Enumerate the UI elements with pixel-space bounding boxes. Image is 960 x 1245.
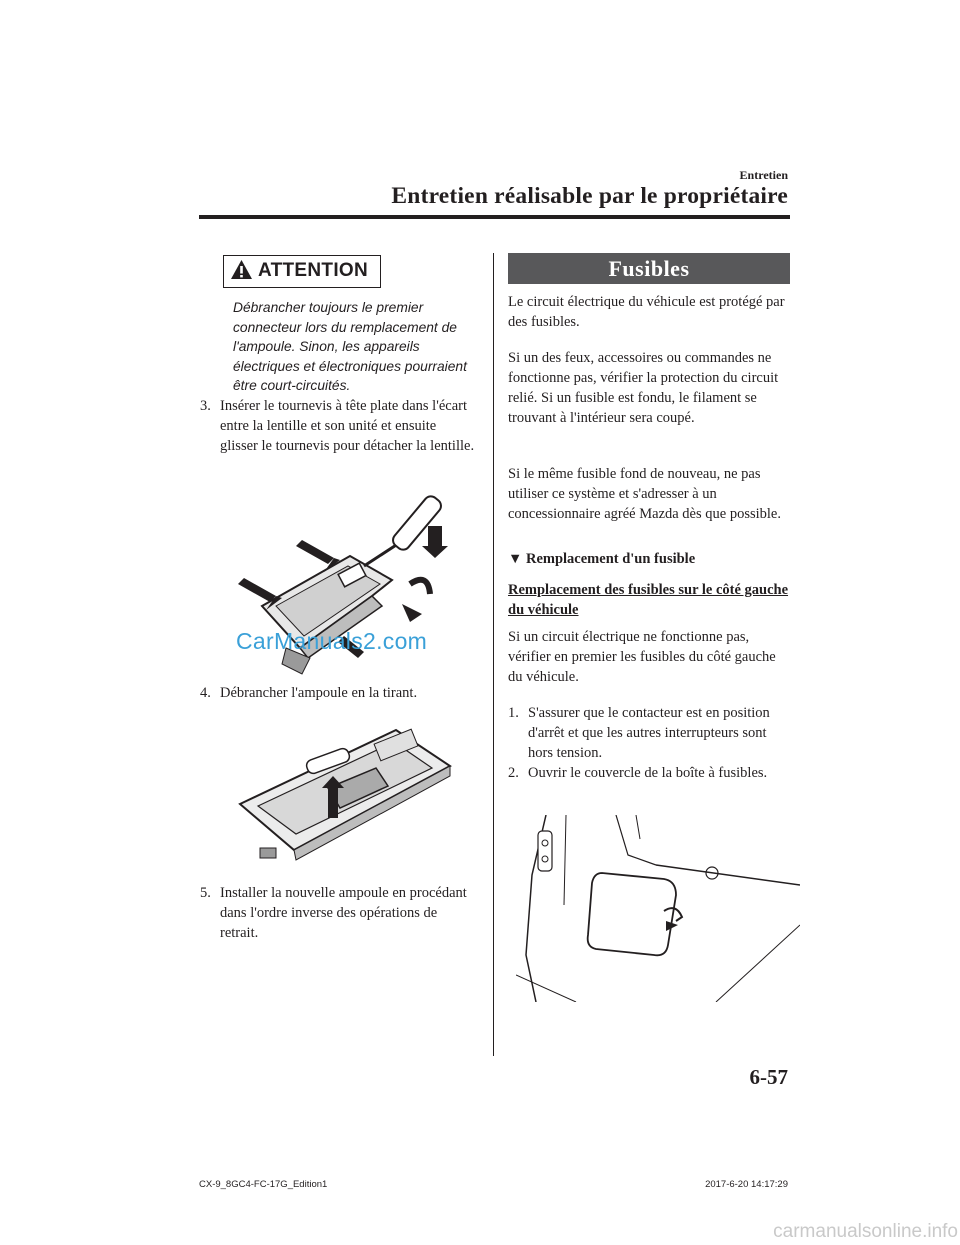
footer-timestamp: 2017-6-20 14:17:29 [705, 1179, 788, 1190]
fusibles-section-title: Fusibles [508, 253, 790, 284]
fuse-step-2 [508, 763, 788, 783]
warning-text: Débrancher toujours le premier connecteur lors du remplacement de l'ampoule. Sinon, les appareils électriques et électroniques pourraient être court-circuités. [233, 300, 467, 393]
column-divider [493, 253, 494, 1056]
warning-label: ATTENTION [258, 260, 369, 281]
step-number: 3. [200, 398, 211, 414]
step-number: 5. [200, 885, 211, 901]
page-title: Entretien réalisable par le propriétaire [391, 183, 788, 209]
step-number: 1. [508, 705, 519, 721]
fuse-box-cover-illustration [516, 815, 800, 1002]
step-text: Insérer le tournevis à tête plate dans l'écart entre la lentille et son unité et ensuite glisser le tournevis pour détacher la lentille. [220, 398, 475, 454]
step-text: Ouvrir le couvercle de la boîte à fusibles. [528, 765, 768, 781]
step-5 [200, 883, 475, 943]
warning-icon [230, 259, 253, 280]
step-number: 2. [508, 765, 519, 781]
watermark-text: CarManuals2.com [236, 628, 428, 654]
step-3 [200, 396, 475, 456]
step-number: 4. [200, 685, 211, 701]
footer-document-id: CX-9_8GC4-FC-17G_Edition1 [199, 1179, 328, 1190]
fusibles-check-paragraph: Si un des feux, accessoires ou commandes ne fonctionne pas, vérifier la protection du circuit relié. Si un fusible est fondu, le filament se trouvant à l'intérieur sera coupé. [508, 350, 779, 426]
step-text: S'assurer que le contacteur est en position d'arrêt et que les autres interrupteurs sont hors tension. [528, 705, 770, 761]
section-label: Entretien [739, 168, 788, 182]
step-text: Débrancher l'ampoule en la tirant. [220, 685, 418, 701]
fuse-replacement-heading: ▼ Remplacement d'un fusible [508, 551, 696, 567]
fuse-step-1 [508, 703, 788, 763]
step-4 [200, 683, 475, 703]
fusibles-dealer-paragraph: Si le même fusible fond de nouveau, ne pas utiliser ce système et s'adresser à un concessionnaire agréé Mazda dès que possible. [508, 466, 781, 522]
page-number: 6-57 [749, 1065, 788, 1089]
step-text: Installer la nouvelle ampoule en procédant dans l'ordre inverse des opérations de retrait. [220, 885, 467, 941]
header-rule [199, 215, 790, 219]
left-side-fuses-heading: Remplacement des fusibles sur le côté gauche du véhicule [508, 582, 789, 618]
footer-site-watermark: carmanualsonline.info [773, 1221, 958, 1242]
bulb-removal-illustration [236, 726, 456, 866]
left-side-fuses-paragraph: Si un circuit électrique ne fonctionne pas, vérifier en premier les fusibles du côté gauche du véhicule. [508, 629, 776, 685]
fusibles-intro-paragraph: Le circuit électrique du véhicule est protégé par des fusibles. [508, 294, 785, 330]
